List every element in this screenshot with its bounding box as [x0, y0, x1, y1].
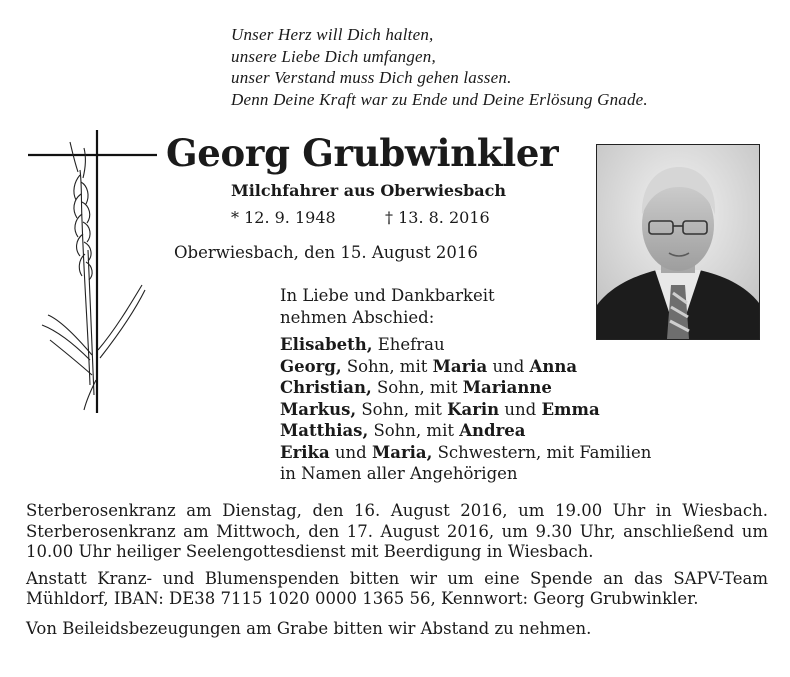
rosary-service-text: Sterberosenkranz am Dienstag, den 16. August 2016, um 19.00 Uhr in Wiesbach. Sterberosenkranz am Mittwoch, den 17. August 2016, um 9.30 Uhr, anschließend um 10.00 Uhr heiliger Seelengottesdienst mit Beerdigung in Wiesbach. — [26, 501, 768, 561]
mourner-line — [280, 420, 651, 442]
donation-text: Anstatt Kranz- und Blumenspenden bitten wir um eine Spende an das SAPV-Team Mühldorf, IBAN: DE38 7115 1020 0000 1365 56, Kennwort: Georg Grubwinkler. — [26, 568, 768, 608]
mourners-closing: in Namen aller Angehörigen — [280, 464, 518, 483]
death-date: † 13. 8. 2016 — [385, 208, 490, 227]
mourner-relation: und — [329, 442, 372, 462]
mourner-name: Matthias, — [280, 421, 369, 440]
mourner-name: Andrea — [459, 421, 526, 440]
poem — [231, 24, 648, 110]
deceased-name: Georg Grubwinkler — [166, 131, 559, 175]
poem-line: Denn Deine Kraft war zu Ende und Deine Erlösung Gnade. — [231, 89, 648, 109]
funeral-details — [26, 501, 768, 639]
mourner-line — [280, 442, 651, 464]
mourner-name: Christian, — [280, 378, 372, 397]
mourner-relation: Schwestern, mit Familien — [432, 442, 652, 462]
poem-line: unsere Liebe Dich umfangen, — [231, 46, 436, 66]
mourner-name: Anna — [529, 356, 578, 376]
mourner-relation: Sohn, mit — [371, 378, 463, 397]
mourner-relation: Sohn, mit — [356, 399, 448, 419]
mourner-name: Emma — [541, 399, 600, 419]
mourner-name: Markus, — [280, 399, 357, 419]
mourners-intro: In Liebe und Dankbarkeit — [280, 286, 495, 305]
mourner-lines — [280, 334, 651, 463]
mourners-intro: nehmen Abschied: — [280, 307, 435, 327]
mourner-name: Elisabeth, — [280, 335, 373, 354]
condolence-text: Von Beileidsbezeugungen am Grabe bitten wir Abstand zu nehmen. — [26, 618, 592, 638]
mourner-name: Maria — [432, 356, 488, 376]
mourner-name: Karin — [447, 399, 500, 419]
mourner-name: Erika — [280, 442, 330, 462]
cross-with-wheat-icon — [20, 130, 160, 415]
mourner-name: Marianne — [462, 378, 552, 397]
mourner-relation: und — [499, 399, 542, 419]
mourner-line — [280, 356, 651, 378]
mourner-relation: Ehefrau — [372, 335, 445, 354]
mourner-relation: Sohn, mit — [368, 421, 460, 440]
birth-date: * 12. 9. 1948 — [231, 208, 336, 227]
mourner-relation: Sohn, mit — [341, 356, 433, 376]
poem-line: unser Verstand muss Dich gehen lassen. — [231, 68, 512, 87]
mourners-list — [280, 285, 651, 485]
mourner-line — [280, 377, 651, 399]
mourner-name: Georg, — [280, 356, 342, 376]
deceased-occupation: Milchfahrer aus Oberwiesbach — [231, 181, 507, 200]
mourner-line — [280, 399, 651, 421]
mourner-relation: und — [487, 356, 530, 376]
mourner-line — [280, 334, 651, 356]
poem-line: Unser Herz will Dich halten, — [231, 25, 434, 44]
mourner-name: Maria, — [371, 442, 433, 462]
dateline: Oberwiesbach, den 15. August 2016 — [174, 243, 478, 262]
